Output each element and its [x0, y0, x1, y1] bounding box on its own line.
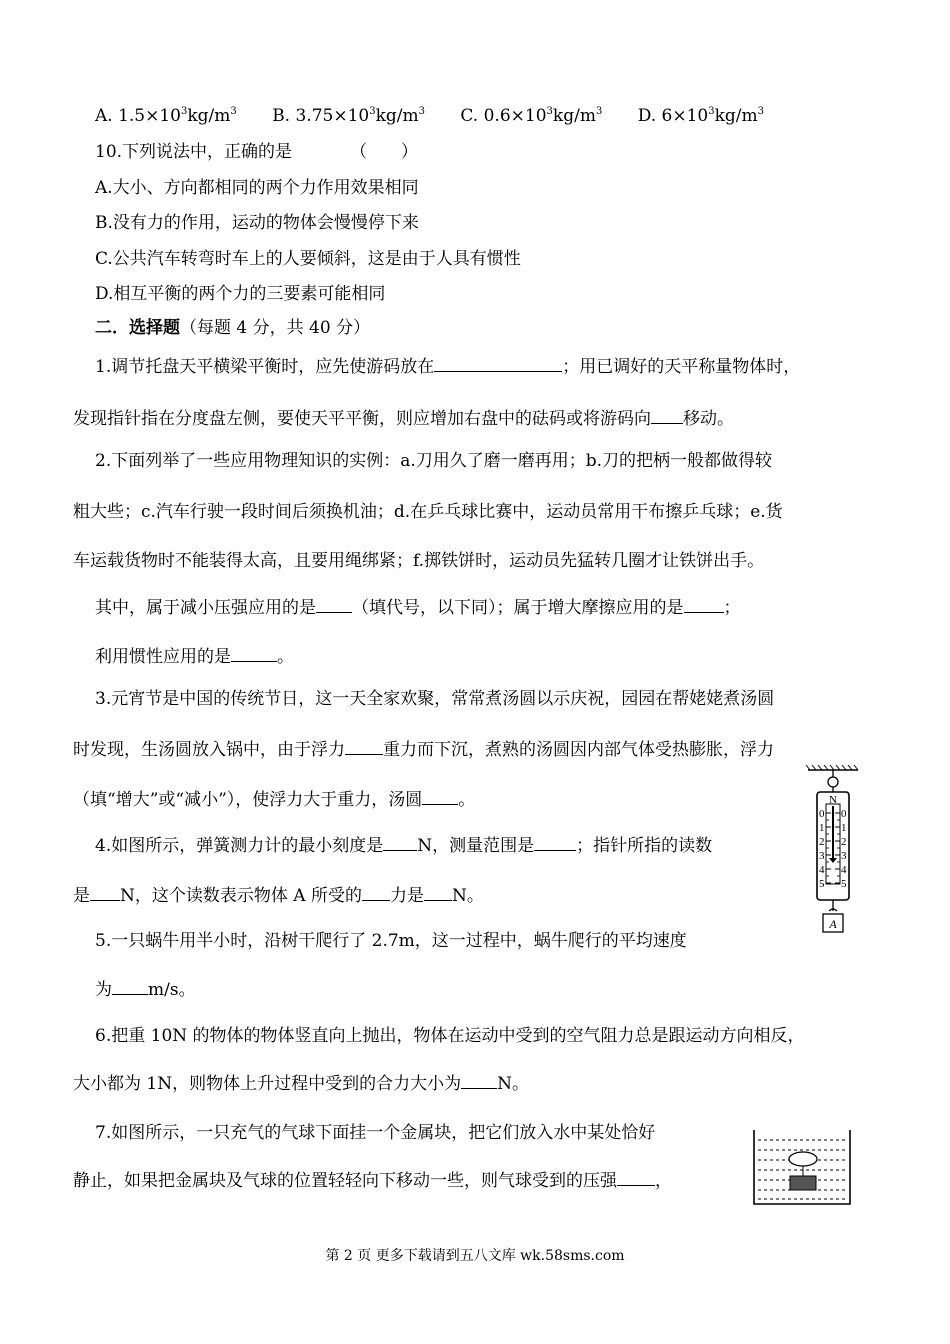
balloon	[789, 1152, 817, 1166]
svg-text:0: 0	[841, 808, 847, 820]
q6-line2: 大小都为 1N，则物体上升过程中受到的合力大小为 N。	[73, 1070, 529, 1096]
q2-line1: 2.下面列举了一些应用物理知识的实例：a.刀用久了磨一磨再用；b.刀的把柄一般都做得较	[95, 451, 773, 471]
svg-text:3: 3	[841, 850, 847, 862]
answer-blank	[422, 786, 458, 805]
hook-ring-icon	[828, 777, 838, 787]
svg-text:0: 0	[819, 808, 825, 820]
svg-text:4: 4	[819, 864, 825, 876]
q1-line1: 1.调节托盘天平横梁平衡时，应先使游码放在 ；用已调好的天平称量物体时，	[95, 353, 800, 379]
q10-stem: 10.下列说法中，正确的是 （ ）	[95, 142, 419, 162]
q7-line2: 静止，如果把金属块及气球的位置轻轻向下移动一些，则气球受到的压强 ，	[73, 1167, 672, 1193]
svg-text:4: 4	[841, 864, 847, 876]
metal-block	[790, 1176, 816, 1190]
q5-line1: 5.一只蜗牛用半小时，沿树干爬行了 2.7m，这一过程中，蜗牛爬行的平均速度	[95, 931, 687, 951]
answer-blank	[90, 882, 120, 901]
q10-option-c: C.公共汽车转弯时车上的人要倾斜，这是由于人具有惯性	[95, 249, 521, 269]
q10-option-b: B.没有力的作用，运动的物体会慢慢停下来	[95, 213, 419, 233]
answer-blank	[362, 882, 390, 901]
answer-blank	[651, 405, 683, 424]
q6-line1: 6.把重 10N 的物体的物体竖直向上抛出，物体在运动中受到的空气阻力总是跟运动方向相反，	[95, 1026, 805, 1046]
q10-answer-paren: （ ）	[350, 142, 419, 162]
q3-line3: （填“增大”或“减小”），使浮力大于重力，汤圆 。	[73, 786, 475, 812]
q9-option-d: D. $6\times 10^3kg/m^3$	[637, 106, 765, 126]
spring-scale-figure	[800, 764, 872, 936]
svg-text:1: 1	[841, 822, 847, 834]
section-note: （每题 4 分，共 40 分）	[180, 318, 371, 338]
q9-option-a: A. $1.5\times 10^3kg/m^3$	[95, 106, 237, 126]
svg-text:2: 2	[841, 836, 847, 848]
answer-blank	[231, 643, 277, 662]
q10-option-d: D.相互平衡的两个力的三要素可能相同	[95, 284, 386, 304]
q3-line1: 3.元宵节是中国的传统节日，这一天全家欢聚，常常煮汤圆以示庆祝，园园在帮姥姥煮汤圆	[95, 689, 775, 709]
q2-line4: 其中，属于减小压强应用的是 （填代号，以下同）；属于增大摩擦应用的是 ；	[95, 594, 741, 620]
answer-blank	[316, 594, 352, 613]
answer-blank	[534, 832, 576, 851]
q1-line2: 发现指针指在分度盘左侧，要使天平平衡，则应增加右盘中的砝码或将游码向 移动。	[73, 405, 734, 431]
q10-option-a: A.大小、方向都相同的两个力作用效果相同	[95, 178, 419, 198]
q4-line2: 是 N，这个读数表示物体 A 所受的 力是 N。	[73, 882, 484, 908]
svg-text:1: 1	[819, 822, 825, 834]
q5-line2: 为 m/s。	[95, 976, 196, 1002]
scale-unit-label: N	[829, 794, 837, 806]
answer-blank	[424, 882, 452, 901]
object-a-label: A	[829, 917, 837, 931]
q4-line1: 4.如图所示，弹簧测力计的最小刻度是 N，测量范围是 ；指针所指的读数	[95, 832, 712, 858]
q2-line2: 粗大些；c.汽车行驶一段时间后须换机油；d.在乒乓球比赛中，运动员常用干布擦乒乓球；e.货	[73, 502, 783, 522]
q9-options-row	[95, 104, 764, 128]
q2-line5: 利用惯性应用的是 。	[95, 643, 294, 669]
svg-text:3: 3	[819, 850, 825, 862]
answer-blank	[383, 832, 417, 851]
answer-blank	[461, 1070, 497, 1089]
beaker-figure	[752, 1128, 852, 1206]
answer-blank	[684, 594, 724, 613]
beaker-outline	[754, 1130, 850, 1204]
q9-option-b: B. $3.75\times 10^3kg/m^3$	[272, 106, 425, 126]
svg-text:2: 2	[819, 836, 825, 848]
svg-text:5: 5	[841, 878, 847, 890]
page-footer: 第 2 页 更多下载请到五八文库 wk.58sms.com	[325, 1248, 625, 1264]
answer-blank	[345, 736, 383, 755]
q7-line1: 7.如图所示，一只充气的气球下面挂一个金属块，把它们放入水中某处恰好	[95, 1123, 656, 1143]
q9-option-c: C. $0.6\times 10^3kg/m^3$	[460, 106, 603, 126]
svg-text:5: 5	[819, 878, 825, 890]
section-title: 二．选择题	[95, 318, 180, 338]
q3-line2: 时发现，生汤圆放入锅中，由于浮力 重力而下沉，煮熟的汤圆因内部气体受热膨胀，浮力	[73, 736, 774, 762]
answer-blank	[434, 353, 562, 372]
section-heading	[95, 316, 370, 340]
q2-line3: 车运载货物时不能装得太高，且要用绳绑紧；f.掷铁饼时，运动员先猛转几圈才让铁饼出手。	[73, 551, 765, 571]
ceiling-mount	[806, 765, 858, 770]
answer-blank	[112, 976, 148, 995]
answer-blank	[617, 1167, 655, 1186]
